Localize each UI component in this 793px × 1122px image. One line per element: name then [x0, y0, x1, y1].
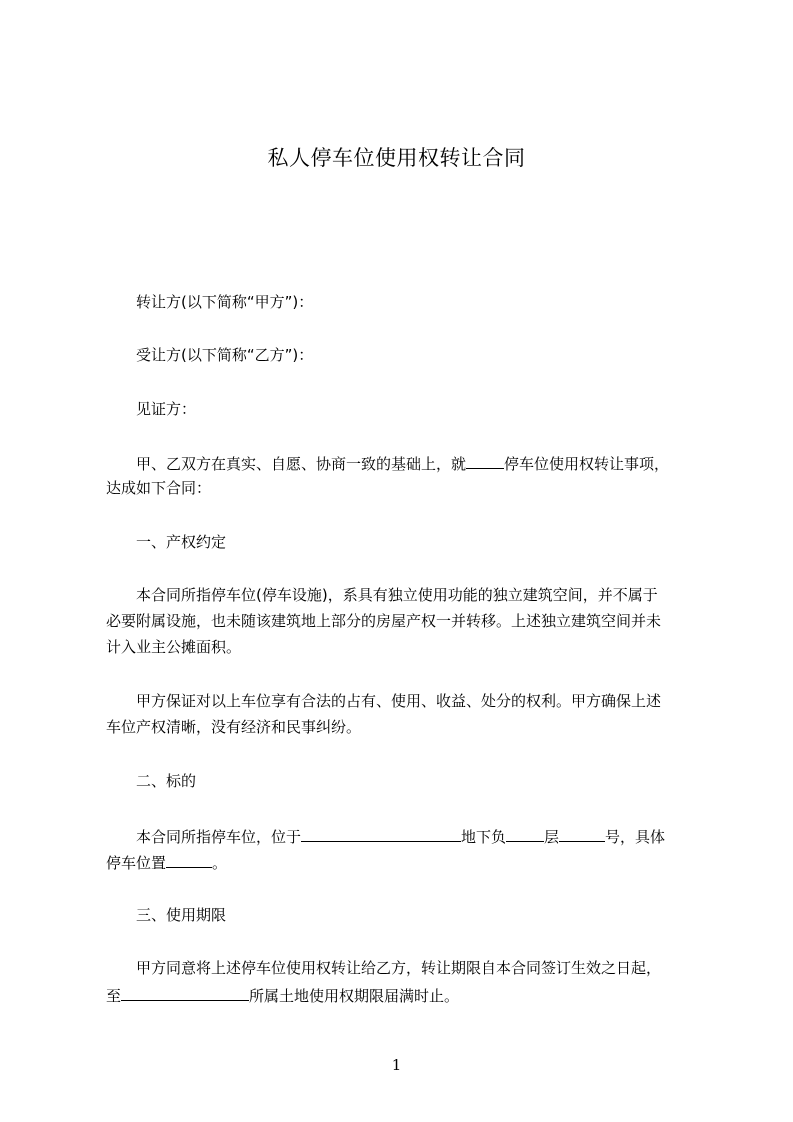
intro-text-a: 甲、乙双方在真实、自愿、协商一致的基础上，就	[136, 455, 467, 473]
section2-line2	[106, 851, 227, 873]
section3-line2	[106, 984, 459, 1006]
section2-text-f: 。	[212, 854, 228, 872]
document-title: 私人停车位使用权转让合同	[267, 146, 526, 170]
section2-line1	[136, 825, 665, 847]
section1-p1-line3: 计入业主公摊面积。	[106, 638, 242, 656]
section3-text-b: 所属土地使用权期限届满时止。	[249, 987, 460, 1005]
blank-number	[559, 825, 605, 842]
section1-p2-line2: 车位产权清晰，没有经济和民事纠纷。	[106, 718, 362, 736]
section2-text-a: 本合同所指停车位，位于	[136, 828, 302, 846]
section2-text-c: 层	[544, 828, 560, 846]
blank-location	[301, 825, 461, 842]
intro-text-b: 停车位使用权转让事项，	[504, 455, 670, 473]
section1-p1-line1: 本合同所指停车位(停车设施)，系具有独立使用功能的独立建筑空间，并不属于	[136, 586, 658, 604]
page-number: 1	[391, 1056, 402, 1074]
intro-line-1	[136, 452, 669, 474]
section3-text-a: 至	[106, 987, 122, 1005]
section3-heading: 三、使用期限	[136, 906, 227, 924]
blank-parking-location	[466, 452, 504, 469]
section2-heading: 二、标的	[136, 772, 197, 790]
section2-text-b: 地下负	[461, 828, 507, 846]
section1-p1-line2: 必要附属设施，也未随该建筑地上部分的房屋产权一并转移。上述独立建筑空间并未	[106, 612, 662, 630]
blank-end-date	[121, 984, 249, 1001]
section3-line1: 甲方同意将上述停车位使用权转让给乙方，转让期限自本合同签订生效之日起，	[136, 959, 662, 977]
intro-line-2: 达成如下合同：	[106, 479, 212, 497]
transferee-line: 受让方(以下简称“乙方”)：	[136, 346, 314, 364]
section2-text-e: 停车位置	[106, 854, 167, 872]
witness-line: 见证方：	[136, 400, 197, 418]
section1-heading: 一、产权约定	[136, 533, 227, 551]
blank-floor	[506, 825, 544, 842]
transferor-line: 转让方(以下简称“甲方”)：	[136, 293, 314, 311]
section2-text-d: 号，具体	[605, 828, 666, 846]
blank-specific-position	[166, 851, 212, 868]
section1-p2-line1: 甲方保证对以上车位享有合法的占有、使用、收益、处分的权利。甲方确保上述	[136, 692, 662, 710]
